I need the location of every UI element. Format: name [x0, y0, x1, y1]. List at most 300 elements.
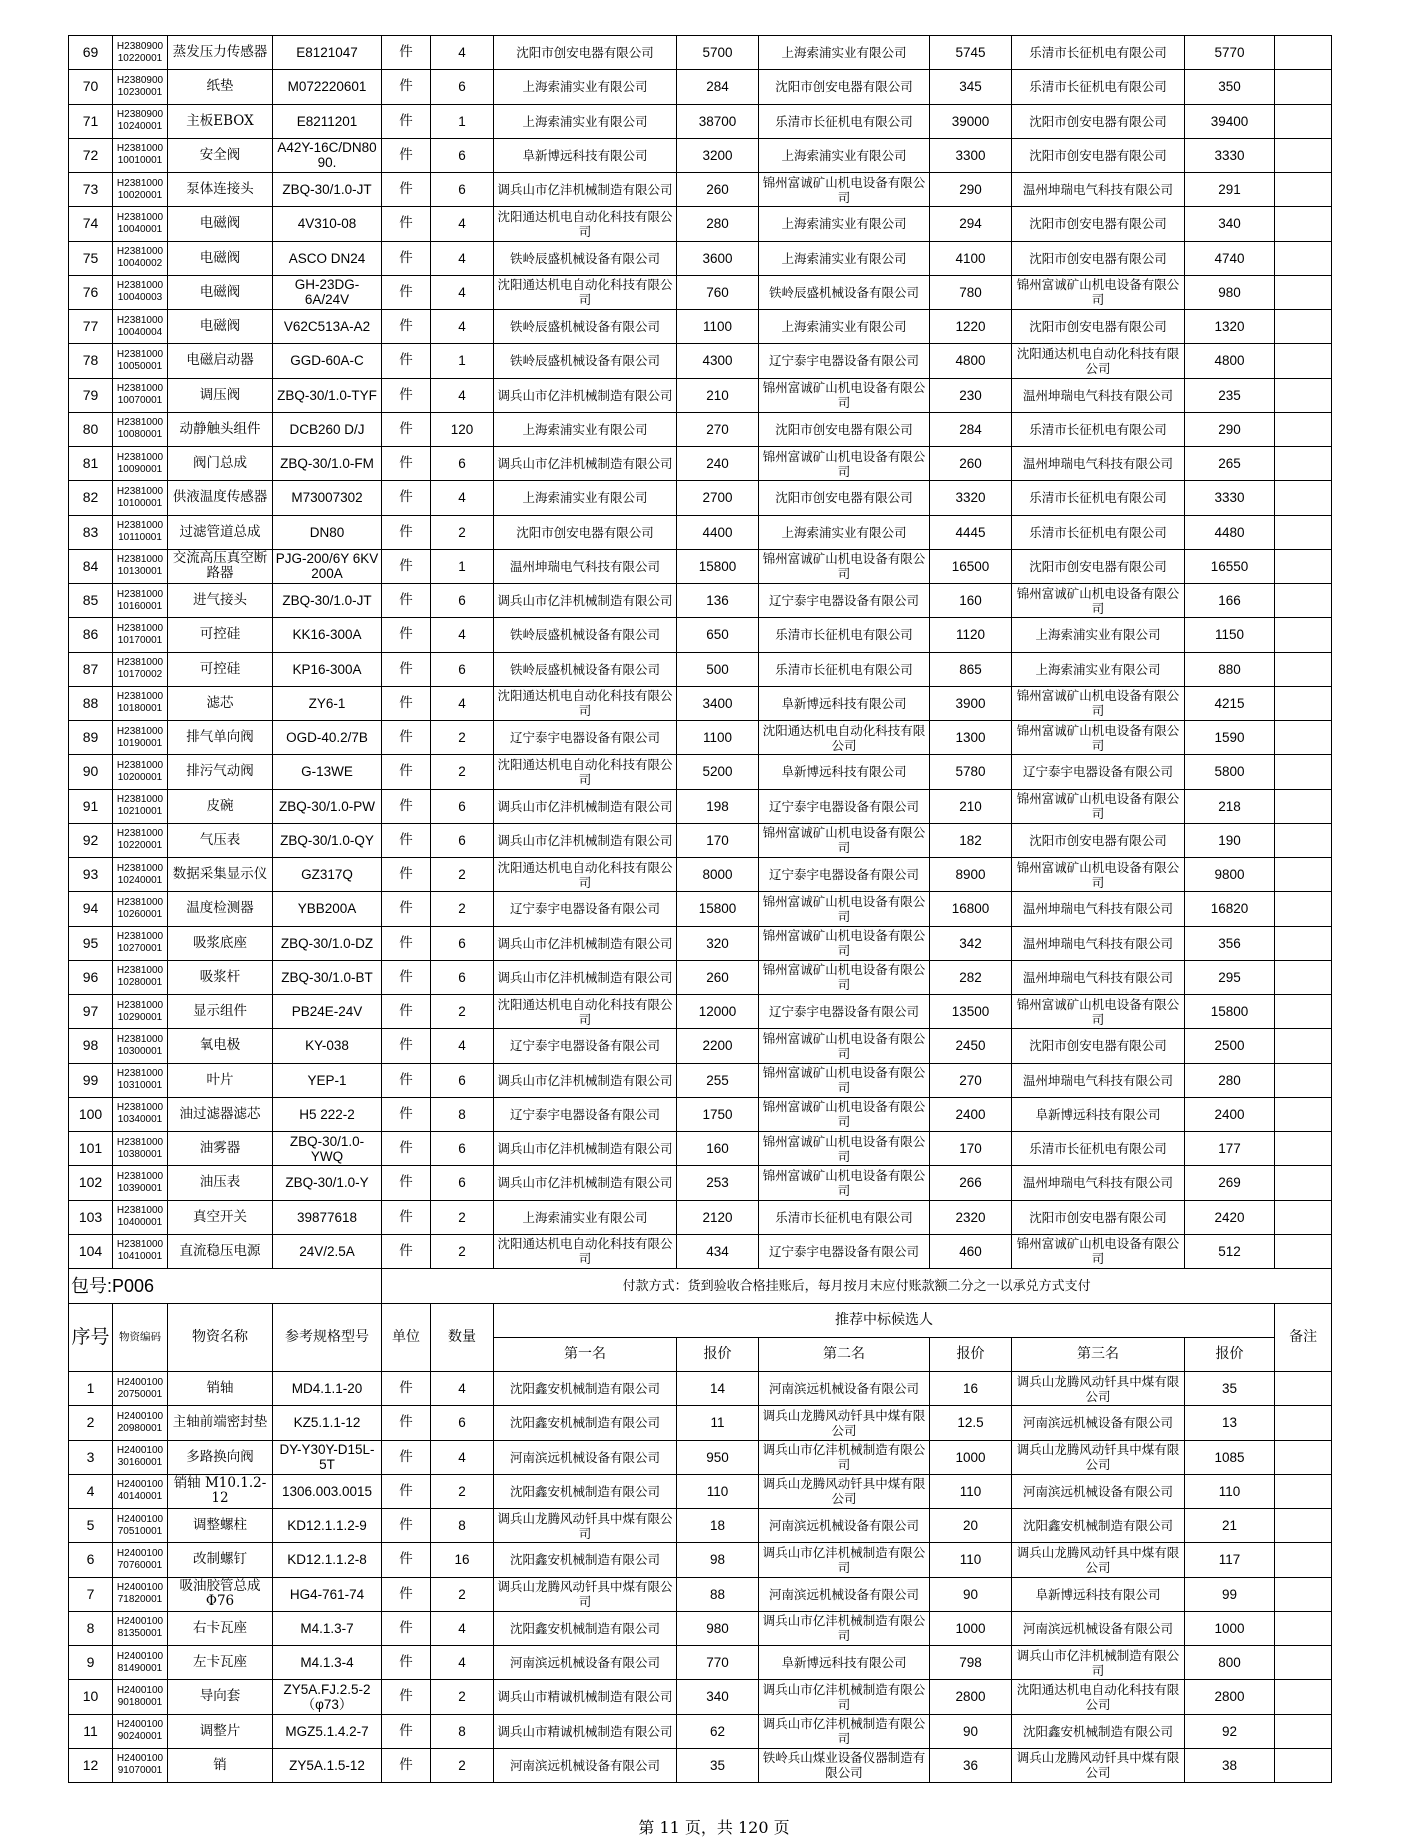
cell-note	[1275, 1680, 1332, 1714]
cell-name: 主轴前端密封垫	[168, 1406, 273, 1440]
cell-price-2: 13500	[930, 995, 1012, 1029]
cell-second: 锦州富诚矿山机电设备有限公司	[759, 892, 930, 926]
cell-code: H2400100 71820001	[113, 1577, 168, 1611]
cell-price-3: 190	[1185, 823, 1275, 857]
cell-qty: 6	[431, 926, 494, 960]
cell-price-1: 11	[677, 1406, 759, 1440]
cell-qty: 6	[431, 652, 494, 686]
cell-first: 调兵山市亿沣机械制造有限公司	[494, 378, 677, 412]
cell-second: 锦州富诚矿山机电设备有限公司	[759, 926, 930, 960]
cell-unit: 件	[382, 995, 431, 1029]
cell-qty: 4	[431, 207, 494, 241]
cell-price-3: 3330	[1185, 481, 1275, 515]
table-row	[69, 1063, 1332, 1097]
cell-no: 8	[69, 1611, 113, 1645]
cell-price-2: 90	[930, 1714, 1012, 1748]
header-third: 第三名	[1012, 1338, 1185, 1372]
cell-price-2: 12.5	[930, 1406, 1012, 1440]
table-row	[69, 1166, 1332, 1200]
cell-no: 72	[69, 138, 113, 172]
cell-spec: H5 222-2	[273, 1097, 382, 1131]
cell-code: H2381000 10050001	[113, 344, 168, 378]
cell-third: 沈阳通达机电自动化科技有限公司	[1012, 344, 1185, 378]
cell-note	[1275, 584, 1332, 618]
cell-spec: KY-038	[273, 1029, 382, 1063]
cell-spec: GZ317Q	[273, 858, 382, 892]
cell-price-3: 16820	[1185, 892, 1275, 926]
cell-no: 99	[69, 1063, 113, 1097]
cell-name: 真空开关	[168, 1200, 273, 1234]
cell-spec: ZBQ-30/1.0-BT	[273, 960, 382, 994]
cell-price-1: 62	[677, 1714, 759, 1748]
cell-spec: M73007302	[273, 481, 382, 515]
cell-code: H2380900 10220001	[113, 36, 168, 70]
cell-price-3: 4800	[1185, 344, 1275, 378]
cell-second: 锦州富诚矿山机电设备有限公司	[759, 1166, 930, 1200]
cell-name: 销轴 M10.1.2-12	[168, 1474, 273, 1508]
cell-third: 调兵山龙腾风动钎具中煤有限公司	[1012, 1543, 1185, 1577]
cell-first: 铁岭辰盛机械设备有限公司	[494, 310, 677, 344]
cell-note	[1275, 1474, 1332, 1508]
header-unit: 单位	[382, 1304, 431, 1372]
cell-no: 5	[69, 1509, 113, 1543]
cell-unit: 件	[382, 447, 431, 481]
cell-note	[1275, 481, 1332, 515]
table-row	[69, 173, 1332, 207]
cell-price-3: 5800	[1185, 755, 1275, 789]
cell-price-3: 2400	[1185, 1097, 1275, 1131]
cell-no: 90	[69, 755, 113, 789]
cell-no: 88	[69, 686, 113, 720]
cell-note	[1275, 823, 1332, 857]
cell-spec: OGD-40.2/7B	[273, 721, 382, 755]
cell-price-1: 210	[677, 378, 759, 412]
cell-third: 锦州富诚矿山机电设备有限公司	[1012, 1234, 1185, 1268]
cell-spec: 4V310-08	[273, 207, 382, 241]
cell-note	[1275, 207, 1332, 241]
cell-unit: 件	[382, 1680, 431, 1714]
table-row	[69, 412, 1332, 446]
cell-price-3: 21	[1185, 1509, 1275, 1543]
cell-third: 温州坤瑞电气科技有限公司	[1012, 926, 1185, 960]
cell-first: 上海索浦实业有限公司	[494, 412, 677, 446]
cell-spec: 39877618	[273, 1200, 382, 1234]
header-name: 物资名称	[168, 1304, 273, 1372]
cell-price-3: 1590	[1185, 721, 1275, 755]
cell-price-3: 269	[1185, 1166, 1275, 1200]
cell-no: 93	[69, 858, 113, 892]
cell-spec: PJG-200/6Y 6KV 200A	[273, 549, 382, 583]
cell-code: H2381000 10040002	[113, 241, 168, 275]
cell-first: 铁岭辰盛机械设备有限公司	[494, 344, 677, 378]
cell-qty: 4	[431, 618, 494, 652]
cell-price-2: 865	[930, 652, 1012, 686]
cell-unit: 件	[382, 1234, 431, 1268]
cell-price-3: 13	[1185, 1406, 1275, 1440]
cell-price-2: 36	[930, 1748, 1012, 1782]
cell-first: 上海索浦实业有限公司	[494, 481, 677, 515]
cell-second: 辽宁泰宇电器设备有限公司	[759, 995, 930, 1029]
cell-price-1: 198	[677, 789, 759, 823]
cell-first: 沈阳通达机电自动化科技有限公司	[494, 755, 677, 789]
cell-price-1: 260	[677, 960, 759, 994]
cell-name: 电磁阀	[168, 241, 273, 275]
cell-price-1: 5700	[677, 36, 759, 70]
cell-note	[1275, 789, 1332, 823]
table-row	[69, 275, 1332, 309]
cell-unit: 件	[382, 584, 431, 618]
cell-spec: GGD-60A-C	[273, 344, 382, 378]
package-row	[69, 1269, 1332, 1304]
cell-spec: ZY5A.1.5-12	[273, 1748, 382, 1782]
cell-first: 调兵山龙腾风动钎具中煤有限公司	[494, 1509, 677, 1543]
header-code: 物资编码	[113, 1304, 168, 1372]
table-row	[69, 515, 1332, 549]
cell-note	[1275, 721, 1332, 755]
cell-qty: 2	[431, 1474, 494, 1508]
cell-third: 河南滨远机械设备有限公司	[1012, 1406, 1185, 1440]
cell-qty: 4	[431, 1372, 494, 1406]
cell-price-1: 2700	[677, 481, 759, 515]
cell-price-1: 160	[677, 1132, 759, 1166]
cell-name: 进气接头	[168, 584, 273, 618]
cell-price-1: 284	[677, 70, 759, 104]
cell-no: 6	[69, 1543, 113, 1577]
cell-price-2: 2450	[930, 1029, 1012, 1063]
cell-third: 乐清市长征机电有限公司	[1012, 515, 1185, 549]
cell-price-1: 15800	[677, 549, 759, 583]
cell-first: 沈阳通达机电自动化科技有限公司	[494, 686, 677, 720]
cell-spec: 1306.003.0015	[273, 1474, 382, 1508]
cell-third: 温州坤瑞电气科技有限公司	[1012, 378, 1185, 412]
cell-code: H2400100 40140001	[113, 1474, 168, 1508]
cell-first: 上海索浦实业有限公司	[494, 104, 677, 138]
table-row	[69, 892, 1332, 926]
cell-second: 调兵山市亿沣机械制造有限公司	[759, 1611, 930, 1645]
cell-first: 调兵山市亿沣机械制造有限公司	[494, 960, 677, 994]
cell-spec: DCB260 D/J	[273, 412, 382, 446]
cell-price-1: 320	[677, 926, 759, 960]
cell-code: H2381000 10040003	[113, 275, 168, 309]
cell-no: 77	[69, 310, 113, 344]
table-row	[69, 721, 1332, 755]
cell-price-2: 1300	[930, 721, 1012, 755]
cell-price-3: 980	[1185, 275, 1275, 309]
cell-note	[1275, 1097, 1332, 1131]
cell-code: H2380900 10240001	[113, 104, 168, 138]
cell-unit: 件	[382, 858, 431, 892]
cell-qty: 6	[431, 1132, 494, 1166]
cell-second: 锦州富诚矿山机电设备有限公司	[759, 378, 930, 412]
cell-third: 锦州富诚矿山机电设备有限公司	[1012, 858, 1185, 892]
cell-name: 氧电极	[168, 1029, 273, 1063]
cell-second: 乐清市长征机电有限公司	[759, 618, 930, 652]
cell-first: 阜新博远科技有限公司	[494, 138, 677, 172]
cell-qty: 2	[431, 1200, 494, 1234]
cell-first: 铁岭辰盛机械设备有限公司	[494, 618, 677, 652]
cell-qty: 4	[431, 275, 494, 309]
cell-third: 阜新博远科技有限公司	[1012, 1097, 1185, 1131]
table-row	[69, 1680, 1332, 1714]
cell-unit: 件	[382, 173, 431, 207]
cell-first: 沈阳市创安电器有限公司	[494, 36, 677, 70]
cell-note	[1275, 378, 1332, 412]
cell-no: 11	[69, 1714, 113, 1748]
table-row	[69, 1714, 1332, 1748]
cell-spec: ZBQ-30/1.0-QY	[273, 823, 382, 857]
cell-qty: 6	[431, 70, 494, 104]
cell-first: 河南滨远机械设备有限公司	[494, 1440, 677, 1474]
table-row	[69, 104, 1332, 138]
cell-name: 蒸发压力传感器	[168, 36, 273, 70]
cell-price-1: 260	[677, 173, 759, 207]
cell-price-1: 760	[677, 275, 759, 309]
cell-unit: 件	[382, 1611, 431, 1645]
cell-third: 沈阳市创安电器有限公司	[1012, 241, 1185, 275]
cell-price-2: 5780	[930, 755, 1012, 789]
header-price-3: 报价	[1185, 1338, 1275, 1372]
table-row	[69, 1406, 1332, 1440]
cell-third: 锦州富诚矿山机电设备有限公司	[1012, 686, 1185, 720]
cell-note	[1275, 1200, 1332, 1234]
table-row	[69, 1748, 1332, 1782]
cell-spec: ZBQ-30/1.0-TYF	[273, 378, 382, 412]
cell-third: 温州坤瑞电气科技有限公司	[1012, 892, 1185, 926]
cell-spec: ZBQ-30/1.0-JT	[273, 173, 382, 207]
table-row	[69, 1611, 1332, 1645]
cell-no: 79	[69, 378, 113, 412]
cell-unit: 件	[382, 1166, 431, 1200]
cell-code: H2400100 81350001	[113, 1611, 168, 1645]
cell-price-1: 650	[677, 618, 759, 652]
cell-note	[1275, 1509, 1332, 1543]
table-row	[69, 960, 1332, 994]
cell-price-3: 340	[1185, 207, 1275, 241]
cell-code: H2380900 10230001	[113, 70, 168, 104]
cell-price-3: 2800	[1185, 1680, 1275, 1714]
cell-first: 调兵山市亿沣机械制造有限公司	[494, 173, 677, 207]
table-row	[69, 1029, 1332, 1063]
cell-no: 91	[69, 789, 113, 823]
cell-unit: 件	[382, 926, 431, 960]
cell-no: 82	[69, 481, 113, 515]
cell-spec: ZBQ-30/1.0-PW	[273, 789, 382, 823]
cell-note	[1275, 1646, 1332, 1680]
cell-first: 调兵山市亿沣机械制造有限公司	[494, 1063, 677, 1097]
cell-first: 辽宁泰宇电器设备有限公司	[494, 721, 677, 755]
cell-qty: 2	[431, 515, 494, 549]
table-row	[69, 481, 1332, 515]
cell-price-2: 780	[930, 275, 1012, 309]
cell-note	[1275, 310, 1332, 344]
cell-third: 温州坤瑞电气科技有限公司	[1012, 960, 1185, 994]
cell-second: 河南滨远机械设备有限公司	[759, 1577, 930, 1611]
cell-second: 河南滨远机械设备有限公司	[759, 1509, 930, 1543]
cell-first: 温州坤瑞电气科技有限公司	[494, 549, 677, 583]
cell-price-1: 1100	[677, 721, 759, 755]
cell-price-1: 170	[677, 823, 759, 857]
cell-note	[1275, 36, 1332, 70]
cell-note	[1275, 995, 1332, 1029]
cell-price-1: 12000	[677, 995, 759, 1029]
payment-terms: 付款方式：货到验收合格挂账后，每月按月末应付账款额二分之一以承兑方式支付	[382, 1269, 1332, 1304]
table-row	[69, 1200, 1332, 1234]
cell-unit: 件	[382, 1646, 431, 1680]
cell-price-3: 235	[1185, 378, 1275, 412]
cell-price-1: 2120	[677, 1200, 759, 1234]
cell-unit: 件	[382, 686, 431, 720]
cell-third: 沈阳市创安电器有限公司	[1012, 207, 1185, 241]
table-row	[69, 1372, 1332, 1406]
cell-price-1: 8000	[677, 858, 759, 892]
cell-price-1: 3400	[677, 686, 759, 720]
cell-note	[1275, 447, 1332, 481]
cell-first: 上海索浦实业有限公司	[494, 70, 677, 104]
cell-code: H2381000 10340001	[113, 1097, 168, 1131]
cell-price-1: 255	[677, 1063, 759, 1097]
table-row	[69, 1474, 1332, 1508]
cell-code: H2381000 10110001	[113, 515, 168, 549]
table-row	[69, 584, 1332, 618]
cell-price-2: 1220	[930, 310, 1012, 344]
cell-first: 沈阳通达机电自动化科技有限公司	[494, 995, 677, 1029]
cell-price-1: 15800	[677, 892, 759, 926]
cell-spec: DN80	[273, 515, 382, 549]
cell-code: H2381000 10040004	[113, 310, 168, 344]
cell-third: 河南滨远机械设备有限公司	[1012, 1611, 1185, 1645]
cell-price-2: 294	[930, 207, 1012, 241]
cell-second: 锦州富诚矿山机电设备有限公司	[759, 1132, 930, 1166]
cell-price-1: 3200	[677, 138, 759, 172]
table-row	[69, 70, 1332, 104]
table-row	[69, 1132, 1332, 1166]
cell-first: 调兵山市亿沣机械制造有限公司	[494, 789, 677, 823]
cell-unit: 件	[382, 892, 431, 926]
cell-name: 销轴	[168, 1372, 273, 1406]
cell-third: 锦州富诚矿山机电设备有限公司	[1012, 584, 1185, 618]
cell-note	[1275, 1166, 1332, 1200]
cell-price-1: 1100	[677, 310, 759, 344]
cell-spec: ZBQ-30/1.0-FM	[273, 447, 382, 481]
table-row	[69, 1234, 1332, 1268]
cell-price-2: 110	[930, 1474, 1012, 1508]
cell-price-3: 117	[1185, 1543, 1275, 1577]
cell-code: H2381000 10220001	[113, 823, 168, 857]
cell-spec: KZ5.1.1-12	[273, 1406, 382, 1440]
cell-name: 数据采集显示仪	[168, 858, 273, 892]
cell-note	[1275, 412, 1332, 446]
cell-code: H2400100 70510001	[113, 1509, 168, 1543]
cell-second: 阜新博远科技有限公司	[759, 686, 930, 720]
cell-third: 调兵山龙腾风动钎具中煤有限公司	[1012, 1372, 1185, 1406]
cell-third: 沈阳市创安电器有限公司	[1012, 1029, 1185, 1063]
cell-name: 电磁阀	[168, 310, 273, 344]
cell-qty: 6	[431, 823, 494, 857]
cell-price-3: 92	[1185, 1714, 1275, 1748]
table-row	[69, 823, 1332, 857]
cell-note	[1275, 1234, 1332, 1268]
cell-second: 沈阳市创安电器有限公司	[759, 412, 930, 446]
cell-third: 乐清市长征机电有限公司	[1012, 1132, 1185, 1166]
cell-code: H2381000 10040001	[113, 207, 168, 241]
cell-qty: 4	[431, 1029, 494, 1063]
cell-third: 调兵山龙腾风动钎具中煤有限公司	[1012, 1748, 1185, 1782]
cell-third: 乐清市长征机电有限公司	[1012, 70, 1185, 104]
cell-third: 沈阳市创安电器有限公司	[1012, 1200, 1185, 1234]
table-row	[69, 1646, 1332, 1680]
cell-code: H2381000 10070001	[113, 378, 168, 412]
page-footer: 第 11 页，共 120 页	[638, 1818, 790, 1837]
cell-price-2: 1120	[930, 618, 1012, 652]
cell-unit: 件	[382, 275, 431, 309]
cell-spec: G-13WE	[273, 755, 382, 789]
cell-third: 温州坤瑞电气科技有限公司	[1012, 1063, 1185, 1097]
cell-code: H2381000 10100001	[113, 481, 168, 515]
cell-name: 交流高压真空断路器	[168, 549, 273, 583]
cell-spec: ASCO DN24	[273, 241, 382, 275]
cell-unit: 件	[382, 1406, 431, 1440]
cell-code: H2400100 20750001	[113, 1372, 168, 1406]
cell-name: 泵体连接头	[168, 173, 273, 207]
cell-third: 沈阳市创安电器有限公司	[1012, 310, 1185, 344]
header-note: 备注	[1275, 1304, 1332, 1372]
cell-qty: 4	[431, 481, 494, 515]
cell-no: 97	[69, 995, 113, 1029]
cell-note	[1275, 275, 1332, 309]
cell-code: H2400100 81490001	[113, 1646, 168, 1680]
cell-qty: 6	[431, 789, 494, 823]
cell-first: 沈阳鑫安机械制造有限公司	[494, 1372, 677, 1406]
cell-code: H2381000 10270001	[113, 926, 168, 960]
cell-name: 排污气动阀	[168, 755, 273, 789]
cell-qty: 4	[431, 686, 494, 720]
cell-second: 调兵山市亿沣机械制造有限公司	[759, 1440, 930, 1474]
cell-price-2: 345	[930, 70, 1012, 104]
cell-no: 100	[69, 1097, 113, 1131]
cell-no: 74	[69, 207, 113, 241]
cell-third: 温州坤瑞电气科技有限公司	[1012, 447, 1185, 481]
cell-code: H2400100 90180001	[113, 1680, 168, 1714]
cell-price-1: 950	[677, 1440, 759, 1474]
cell-name: 吸浆底座	[168, 926, 273, 960]
cell-unit: 件	[382, 241, 431, 275]
cell-spec: ZY5A.FJ.2.5-2（φ73）	[273, 1680, 382, 1714]
cell-third: 沈阳市创安电器有限公司	[1012, 549, 1185, 583]
cell-code: H2381000 10090001	[113, 447, 168, 481]
cell-name: 显示组件	[168, 995, 273, 1029]
cell-name: 电磁启动器	[168, 344, 273, 378]
cell-note	[1275, 926, 1332, 960]
cell-code: H2381000 10300001	[113, 1029, 168, 1063]
cell-spec: PB24E-24V	[273, 995, 382, 1029]
cell-third: 沈阳鑫安机械制造有限公司	[1012, 1714, 1185, 1748]
cell-third: 阜新博远科技有限公司	[1012, 1577, 1185, 1611]
cell-spec: KK16-300A	[273, 618, 382, 652]
cell-price-1: 35	[677, 1748, 759, 1782]
cell-price-3: 290	[1185, 412, 1275, 446]
cell-spec: MGZ5.1.4.2-7	[273, 1714, 382, 1748]
cell-qty: 2	[431, 755, 494, 789]
cell-price-2: 16500	[930, 549, 1012, 583]
cell-first: 调兵山市精诚机械制造有限公司	[494, 1680, 677, 1714]
cell-spec: ZBQ-30/1.0-DZ	[273, 926, 382, 960]
cell-first: 辽宁泰宇电器设备有限公司	[494, 1029, 677, 1063]
header-qty: 数量	[431, 1304, 494, 1372]
cell-first: 沈阳通达机电自动化科技有限公司	[494, 1234, 677, 1268]
cell-name: 左卡瓦座	[168, 1646, 273, 1680]
cell-price-1: 110	[677, 1474, 759, 1508]
cell-code: H2381000 10390001	[113, 1166, 168, 1200]
